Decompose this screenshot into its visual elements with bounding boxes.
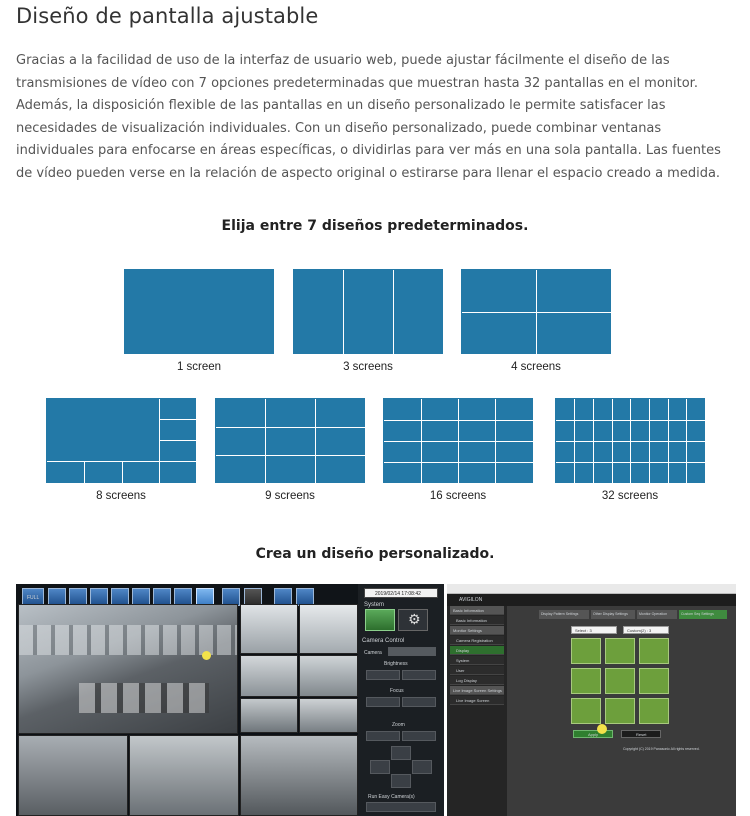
menu-live-image-screen[interactable]: Live Image Screen bbox=[450, 696, 504, 705]
grid-cell[interactable] bbox=[605, 638, 635, 664]
menu-user[interactable]: User bbox=[450, 666, 504, 675]
intro-paragraph: Gracias a la facilidad de uso de la interfaz de usuario web, puede ajustar fácilmente el diseño de las transmisiones de vídeo con 7 opciones predeterminadas que muestran hasta 32 pantallas en el monitor. Además, la disposición flexible de las pantallas en un diseño personalizado le permite satisfacer las necesidades de visualización individuales. Con un diseño personalizado, puede combinar ventanas individuales para enfocarse en áreas específicas, o dividirlas para ver más en una sola pantalla. Las fuentes de vídeo pueden verse en la relación de aspecto original o estirarse para llenar el espacio creado a medida. bbox=[16, 53, 721, 181]
layout-grid bbox=[461, 269, 611, 354]
brightness-label: Brightness bbox=[384, 661, 408, 667]
pan-right[interactable] bbox=[412, 760, 432, 774]
focus-near[interactable] bbox=[366, 697, 400, 707]
grid-cell[interactable] bbox=[571, 668, 601, 694]
preset-heading: Elija entre 7 diseños predeterminados. bbox=[221, 218, 529, 234]
reset-button[interactable]: Reset bbox=[621, 730, 661, 738]
camera-select[interactable] bbox=[388, 647, 436, 656]
camera-view-8[interactable] bbox=[18, 735, 128, 816]
camera-view-4[interactable] bbox=[240, 655, 298, 697]
brightness-minus[interactable] bbox=[366, 670, 400, 680]
tab-monitor-operation[interactable]: Monitor Operation bbox=[637, 610, 677, 619]
camera-view-main[interactable] bbox=[18, 604, 238, 734]
camera-view-7[interactable] bbox=[299, 698, 358, 733]
menu-log-display[interactable]: Log Display bbox=[450, 676, 504, 685]
layout-caption: 3 screens bbox=[343, 361, 393, 373]
cursor-marker bbox=[202, 651, 211, 660]
camera-label: Camera bbox=[364, 650, 382, 656]
apply-button[interactable]: Apply bbox=[573, 730, 613, 738]
camera-view-9[interactable] bbox=[129, 735, 239, 816]
grid-cell[interactable] bbox=[571, 638, 601, 664]
run-easy-label: Run Easy Camera(s) bbox=[368, 794, 415, 800]
layout-grid bbox=[383, 398, 533, 483]
layout-caption: 8 screens bbox=[96, 490, 146, 502]
layout-caption: 9 screens bbox=[265, 490, 315, 502]
tab-other-display[interactable]: Other Display Settings bbox=[591, 610, 635, 619]
full-screen-button[interactable]: FULL bbox=[22, 588, 44, 606]
camera-view-3[interactable] bbox=[299, 604, 358, 654]
layout-grid bbox=[215, 398, 365, 483]
settings-button[interactable] bbox=[398, 609, 428, 631]
copyright-text: Copyright (C) 2019 Panasonic All rights reserved. bbox=[623, 747, 700, 751]
pan-left[interactable] bbox=[370, 760, 390, 774]
zoom-in[interactable] bbox=[402, 731, 436, 741]
web-ui-screenshot bbox=[447, 584, 736, 816]
timestamp-display: 2019/02/14 17:08:42 bbox=[364, 588, 438, 598]
layout-caption: 16 screens bbox=[429, 490, 487, 502]
tab-custom-seq[interactable]: Custom Seq Settings bbox=[679, 610, 727, 619]
brightness-plus[interactable] bbox=[402, 670, 436, 680]
menu-camera-registration[interactable]: Camera Registration bbox=[450, 636, 504, 645]
focus-label: Focus bbox=[390, 688, 404, 694]
grid-cell[interactable] bbox=[639, 638, 669, 664]
focus-far[interactable] bbox=[402, 697, 436, 707]
menu-basic-info-header[interactable]: Basic Information bbox=[450, 606, 504, 615]
layout-grid bbox=[293, 269, 443, 354]
system-label: System bbox=[364, 602, 385, 608]
tab-display-pattern[interactable]: Display Pattern Settings bbox=[539, 610, 589, 619]
web-sidebar bbox=[447, 606, 507, 816]
layout-grid bbox=[46, 398, 196, 483]
camera-view-6[interactable] bbox=[240, 698, 298, 733]
grid-cell[interactable] bbox=[639, 668, 669, 694]
control-panel bbox=[358, 584, 444, 816]
grid-cell[interactable] bbox=[571, 698, 601, 724]
cursor-marker bbox=[597, 724, 607, 734]
grid-cell[interactable] bbox=[605, 668, 635, 694]
select-custom[interactable]: Custom(2) : 3 bbox=[623, 626, 669, 634]
custom-layout-grid bbox=[571, 638, 671, 726]
grid-cell[interactable] bbox=[605, 698, 635, 724]
layout-caption: 4 screens bbox=[511, 361, 561, 373]
layout-grid bbox=[555, 398, 705, 483]
pan-up[interactable] bbox=[391, 746, 411, 760]
menu-basic-info[interactable]: Basic Information bbox=[450, 616, 504, 625]
grid-cell[interactable] bbox=[639, 698, 669, 724]
web-tabs bbox=[539, 610, 729, 620]
camera-view-10[interactable] bbox=[240, 735, 358, 816]
camera-view-2[interactable] bbox=[240, 604, 298, 654]
browser-bar bbox=[447, 584, 736, 594]
menu-system[interactable]: System bbox=[450, 656, 504, 665]
menu-live-image-settings[interactable]: Live Image Screen Settings bbox=[450, 686, 504, 695]
custom-heading: Crea un diseño personalizado. bbox=[255, 546, 495, 562]
layout-grid bbox=[124, 269, 274, 354]
layout-caption: 1 screen bbox=[176, 361, 222, 373]
page-title: Diseño de pantalla ajustable bbox=[16, 4, 319, 28]
select-pattern[interactable]: Select : 3 bbox=[571, 626, 617, 634]
zoom-out[interactable] bbox=[366, 731, 400, 741]
zoom-label: Zoom bbox=[392, 722, 405, 728]
menu-display[interactable]: Display bbox=[450, 646, 504, 655]
menu-monitor-settings[interactable]: Monitor Settings bbox=[450, 626, 504, 635]
user-button[interactable] bbox=[365, 609, 395, 631]
run-easy-button[interactable] bbox=[366, 802, 436, 812]
layout-caption: 32 screens bbox=[601, 490, 659, 502]
web-header: AVIGILON bbox=[447, 594, 736, 606]
camera-view-5[interactable] bbox=[299, 655, 358, 697]
client-ui-screenshot bbox=[16, 584, 444, 816]
gear-icon: ⚙ bbox=[408, 612, 421, 628]
pan-down[interactable] bbox=[391, 774, 411, 788]
camera-control-label: Camera Control bbox=[362, 638, 405, 644]
